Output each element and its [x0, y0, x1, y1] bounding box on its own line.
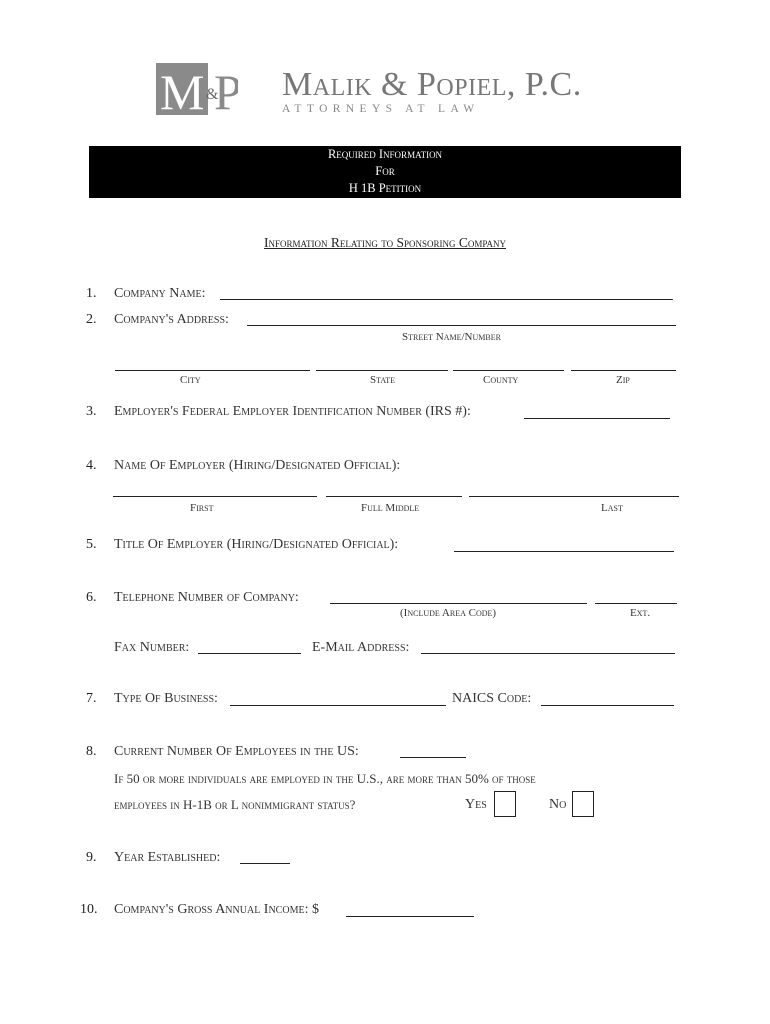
- item-number: 7.: [86, 691, 97, 706]
- svg-text:M: M: [160, 64, 205, 115]
- telephone-label: Telephone Number of Company:: [114, 590, 299, 605]
- h1b-question-line-1: If 50 or more individuals are employed in the U.S., are more than 50% of those: [114, 771, 536, 786]
- state-caption: State: [370, 374, 396, 386]
- county-field[interactable]: [453, 370, 564, 371]
- area-code-caption: (Include Area Code): [400, 607, 497, 619]
- item-number: 6.: [86, 590, 97, 605]
- item-number: 2.: [86, 312, 97, 327]
- full-middle-caption: Full Middle: [361, 502, 420, 514]
- employer-title-label: Title Of Employer (Hiring/Designated Official):: [114, 537, 399, 552]
- email-field[interactable]: [421, 653, 675, 654]
- svg-text:P: P: [214, 64, 238, 115]
- svg-text:&: &: [206, 86, 219, 103]
- item-number: 10.: [80, 902, 98, 917]
- city-field[interactable]: [115, 370, 310, 371]
- header-line-2: For: [375, 164, 395, 178]
- last-name-field[interactable]: [469, 496, 679, 497]
- gross-income-label: Company's Gross Annual Income: $: [114, 902, 319, 917]
- employer-name-label: Name Of Employer (Hiring/Designated Official):: [114, 458, 401, 473]
- header-line-1: Required Information: [327, 147, 443, 161]
- h1b-question-line-2: employees in H-1B or L nonimmigrant status?: [114, 797, 356, 812]
- naics-field[interactable]: [541, 705, 674, 706]
- firm-logo-mark: [156, 63, 238, 115]
- telephone-field[interactable]: [330, 603, 587, 604]
- business-type-field[interactable]: [230, 705, 446, 706]
- company-name-field[interactable]: [220, 299, 673, 300]
- yes-checkbox[interactable]: [494, 791, 516, 817]
- yes-label: Yes: [465, 797, 487, 812]
- form-header-banner: [89, 146, 681, 198]
- business-type-label: Type Of Business:: [114, 691, 218, 706]
- zip-caption: Zip: [616, 374, 630, 386]
- year-established-label: Year Established:: [114, 850, 221, 865]
- street-caption: Street Name/Number: [402, 331, 501, 343]
- company-name-label: Company Name:: [114, 286, 206, 301]
- header-line-3: H 1B Petition: [348, 181, 422, 195]
- ext-caption: Ext.: [630, 607, 651, 619]
- item-number: 4.: [86, 458, 97, 473]
- year-established-field[interactable]: [240, 863, 290, 864]
- gross-income-field[interactable]: [346, 916, 474, 917]
- employees-label: Current Number Of Employees in the US:: [114, 744, 359, 759]
- city-caption: City: [180, 374, 201, 386]
- employees-field[interactable]: [400, 757, 466, 758]
- middle-name-field[interactable]: [326, 496, 462, 497]
- item-number: 3.: [86, 404, 97, 419]
- email-label: E-Mail Address:: [312, 640, 410, 655]
- no-label: No: [549, 797, 567, 812]
- item-number: 5.: [86, 537, 97, 552]
- item-number: 9.: [86, 850, 97, 865]
- fein-label: Employer's Federal Employer Identification Number (IRS #):: [114, 404, 471, 419]
- item-number: 1.: [86, 286, 97, 301]
- fein-field[interactable]: [524, 418, 670, 419]
- item-number: 8.: [86, 744, 97, 759]
- extension-field[interactable]: [595, 603, 677, 604]
- last-caption: Last: [601, 502, 623, 514]
- fax-label: Fax Number:: [114, 640, 190, 655]
- section-title: Information Relating to Sponsoring Company: [263, 235, 507, 250]
- street-field[interactable]: [247, 325, 676, 326]
- firm-tagline: ATTORNEYS AT LAW: [282, 103, 480, 115]
- state-field[interactable]: [316, 370, 448, 371]
- first-name-field[interactable]: [113, 496, 317, 497]
- fax-field[interactable]: [198, 653, 301, 654]
- employer-title-field[interactable]: [454, 551, 674, 552]
- zip-field[interactable]: [571, 370, 676, 371]
- company-address-label: Company's Address:: [114, 312, 229, 327]
- naics-label: NAICS Code:: [452, 691, 532, 706]
- no-checkbox[interactable]: [572, 791, 594, 817]
- first-caption: First: [190, 502, 214, 514]
- firm-name: Malik & Popiel, P.C.: [282, 66, 582, 103]
- county-caption: County: [483, 374, 519, 386]
